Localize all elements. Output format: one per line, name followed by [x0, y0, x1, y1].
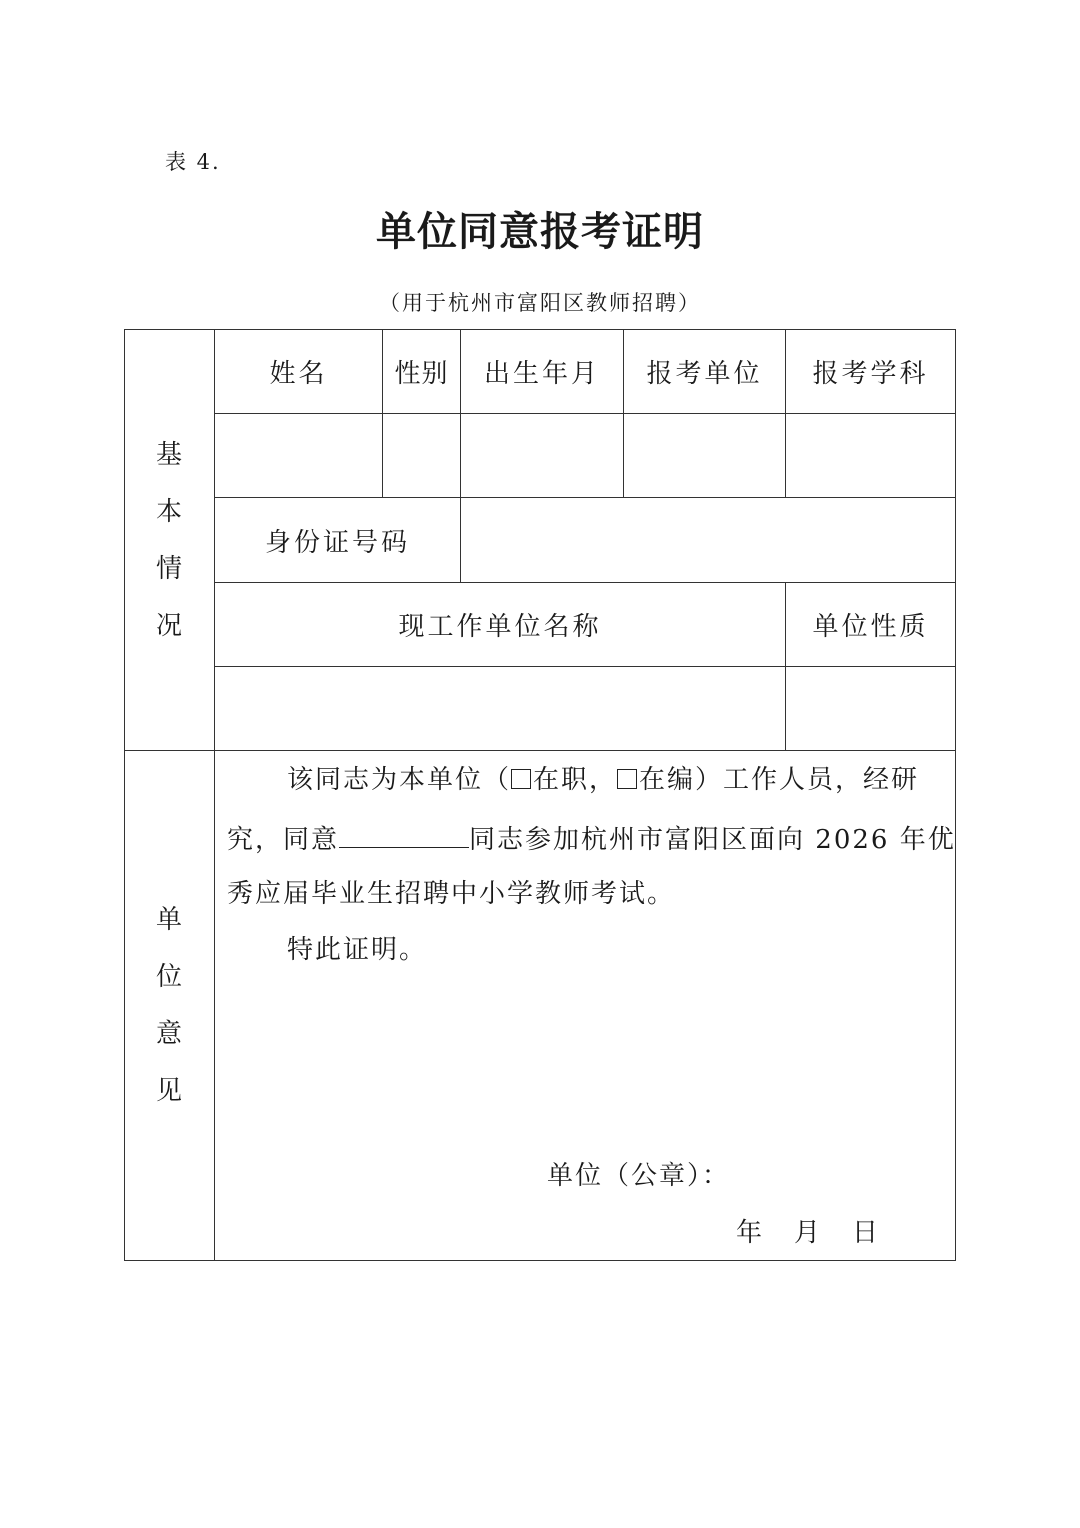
- basic-info-section-label: [124, 427, 214, 655]
- on-duty-option-label: 在职，: [533, 765, 618, 795]
- section-label-char: 单: [155, 905, 182, 935]
- section-label-char: 基: [155, 440, 182, 470]
- birth-month-field[interactable]: [461, 414, 623, 497]
- section-label-char: 情: [155, 554, 182, 584]
- section-label-char: 本: [155, 497, 182, 527]
- date-day-label: 日: [852, 1218, 881, 1248]
- opinion-line-1: [287, 760, 919, 800]
- name-field[interactable]: [215, 414, 382, 497]
- document-subtitle: （用于杭州市富阳区教师招聘）: [379, 291, 701, 315]
- section-label-char: 见: [155, 1076, 182, 1106]
- opinion-line-4: 特此证明。: [287, 935, 428, 965]
- work-unit-field[interactable]: [215, 667, 785, 750]
- on-staff-checkbox[interactable]: [617, 769, 637, 789]
- column-header-applied-subject: 报考学科: [812, 359, 929, 389]
- id-number-label: 身份证号码: [264, 527, 410, 558]
- certificate-form-table: [124, 329, 956, 1261]
- table-number: 表 4.: [165, 150, 221, 174]
- column-header-applied-unit: 报考单位: [646, 359, 763, 389]
- section-label-char: 况: [155, 611, 182, 641]
- opinion-line-1-prefix: 该同志为本单位（: [287, 765, 512, 795]
- column-header-name: 姓名: [269, 359, 328, 389]
- opinion-line-2-suffix: 同志参加杭州市富阳区面向 2026 年优: [469, 825, 956, 855]
- id-number-field[interactable]: [461, 498, 955, 582]
- gender-field[interactable]: [383, 414, 460, 497]
- section-label-char: 位: [155, 962, 182, 992]
- applied-unit-field[interactable]: [624, 414, 785, 497]
- table-border-bottom: [124, 1260, 956, 1261]
- unit-nature-label: 单位性质: [812, 612, 929, 642]
- unit-nature-field[interactable]: [786, 667, 955, 750]
- unit-opinion-section-label: [124, 892, 214, 1120]
- table-border-right: [955, 329, 956, 1261]
- section-label-char: 意: [155, 1019, 182, 1049]
- unit-seal-label: 单位（公章）：: [547, 1161, 731, 1191]
- opinion-line-2: [227, 817, 956, 860]
- date-line: [736, 1213, 880, 1253]
- on-duty-checkbox[interactable]: [511, 769, 531, 789]
- opinion-line-2-prefix: 究，同意: [227, 825, 340, 855]
- date-month-label: 月: [794, 1218, 823, 1248]
- applied-subject-field[interactable]: [786, 414, 955, 497]
- on-staff-option-label: 在编）工作人员，经研: [639, 765, 920, 795]
- work-unit-label: 现工作单位名称: [398, 612, 602, 642]
- column-header-gender: 性别: [394, 359, 449, 389]
- date-year-label: 年: [736, 1218, 765, 1248]
- column-header-birth-month: 出生年月: [483, 359, 600, 389]
- applicant-name-blank[interactable]: [339, 817, 469, 848]
- opinion-line-3: 秀应届毕业生招聘中小学教师考试。: [227, 879, 676, 909]
- document-title: 单位同意报考证明: [376, 208, 704, 255]
- section-divider: [124, 750, 956, 751]
